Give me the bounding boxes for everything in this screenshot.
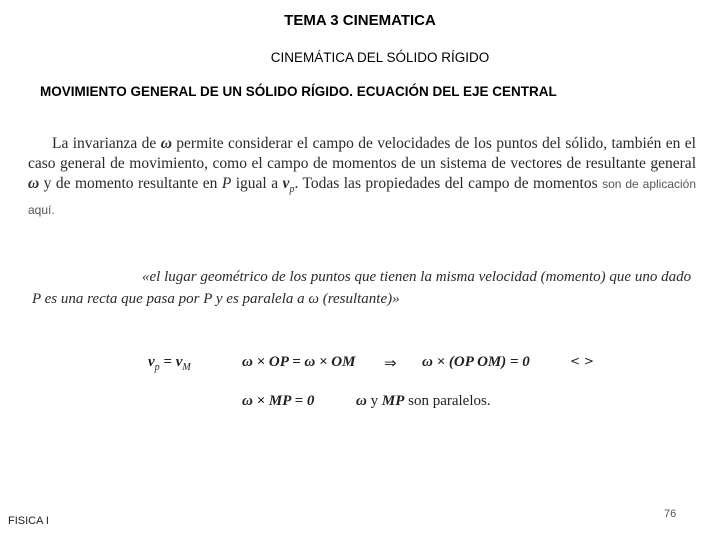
equation-cross-product-zero: ω × (OP OM) = 0 — [422, 354, 530, 370]
equation-mp-zero: ω × MP = 0 — [242, 393, 315, 409]
central-axis-quote: «el lugar geométrico de los puntos que tienen la misma velocidad (momento) que uno dado P es una recta que pasa por P y es paralela a ω (resultante)» — [32, 269, 692, 307]
equation-parallel-statement: ω y MP son paralelos. — [356, 393, 491, 409]
implies-arrow: ⇒ — [384, 356, 397, 372]
page-title: TEMA 3 CINEMATICA — [284, 12, 436, 29]
equation-velocity-equality: $v_p = v_M$ — [148, 354, 191, 373]
equivalence-symbol: < > — [570, 354, 594, 368]
body-paragraph: La invarianza de ω permite considerar el campo de velocidades de los puntos del sólido, también en el caso general de movimiento, como el campo de momentos de un sistema de vectores de resultante general ω y de momento resultante en P igual a $v_p$. Todas las propiedades del campo de momentos son de aplicación aquí. — [28, 135, 697, 218]
page-number: 76 — [664, 508, 677, 520]
footer-course-label: FISICA I — [8, 515, 49, 527]
equation-moment-equality: ω × OP = ω × OM — [242, 354, 356, 370]
section-heading: MOVIMIENTO GENERAL DE UN SÓLIDO RÍGIDO. ECUACIÓN DEL EJE CENTRAL — [40, 84, 557, 99]
page-subtitle: CINEMÁTICA DEL SÓLIDO RÍGIDO — [270, 50, 490, 65]
